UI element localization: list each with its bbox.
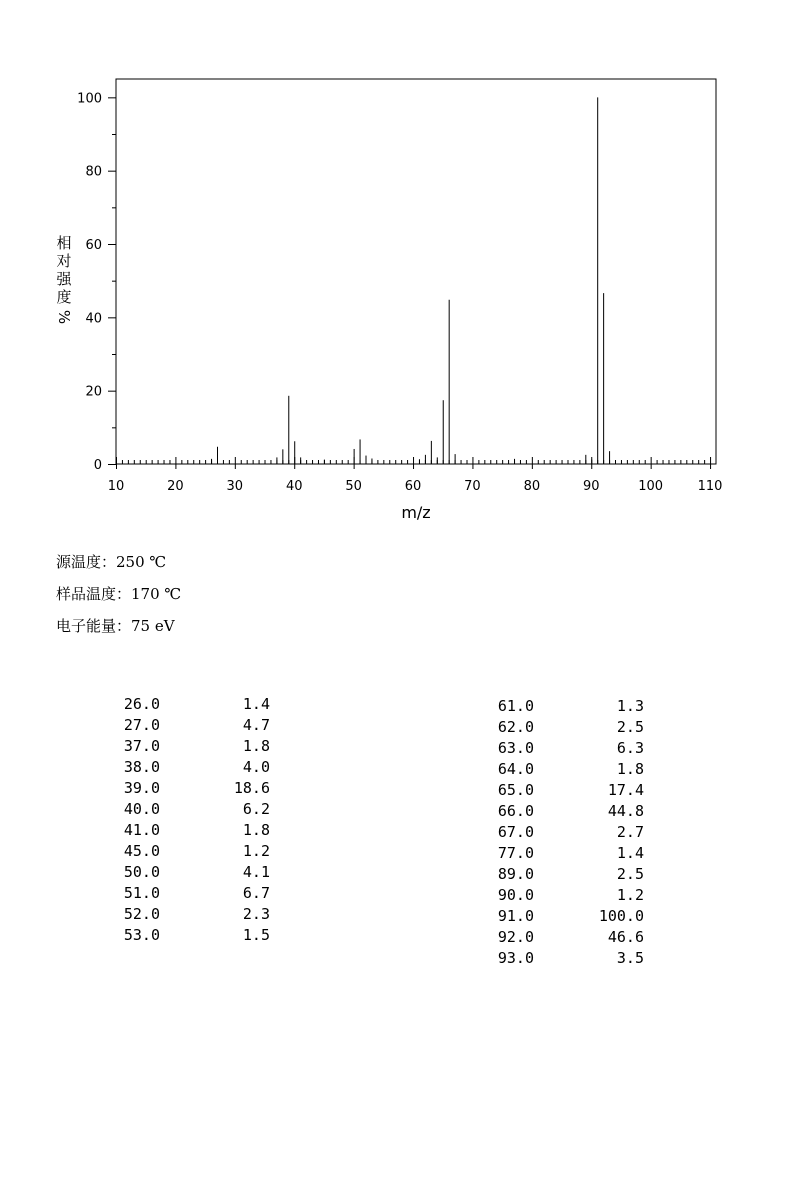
x-tick-label: 110: [697, 479, 723, 494]
abundance-value: 100.0: [598, 907, 644, 925]
mz-value: 52.0: [123, 905, 160, 923]
sample-temperature: 样品温度：170 ℃: [56, 585, 182, 603]
mass-spectrum-chart: [0, 0, 794, 540]
x-tick-label: 60: [404, 479, 422, 494]
abundance-value: 1.2: [616, 886, 644, 904]
abundance-value: 44.8: [607, 802, 644, 820]
abundance-value: 6.7: [242, 884, 270, 902]
mz-value: 89.0: [497, 865, 534, 883]
abundance-value: 3.5: [616, 949, 644, 967]
abundance-value: 6.3: [616, 739, 644, 757]
y-axis-label-char: 度: [56, 288, 72, 306]
mz-value: 62.0: [497, 718, 534, 736]
x-tick-label: 40: [285, 479, 303, 494]
mz-value: 63.0: [497, 739, 534, 757]
mz-value: 67.0: [497, 823, 534, 841]
x-tick-label: 50: [345, 479, 362, 494]
x-tick-label: 90: [582, 479, 600, 494]
y-axis-label-char: %: [55, 309, 73, 325]
y-tick-label: 40: [85, 311, 102, 327]
mz-value: 26.0: [123, 695, 160, 713]
mz-value: 38.0: [123, 758, 160, 776]
abundance-value: 2.7: [616, 823, 644, 841]
abundance-value: 4.7: [242, 716, 270, 734]
mz-value: 50.0: [123, 863, 160, 881]
mz-value: 37.0: [123, 737, 160, 755]
mz-value: 77.0: [497, 844, 534, 862]
y-axis-label-char: 相: [56, 234, 72, 252]
mz-value: 51.0: [123, 884, 160, 902]
source-temperature: 源温度：250 ℃: [56, 553, 167, 571]
mz-value: 39.0: [123, 779, 160, 797]
abundance-value: 4.0: [242, 758, 270, 776]
mz-value: 45.0: [123, 842, 160, 860]
x-tick-label: 70: [464, 479, 481, 494]
mz-value: 93.0: [497, 949, 534, 967]
mz-value: 66.0: [497, 802, 534, 820]
mz-value: 53.0: [123, 926, 160, 944]
y-tick-label: 20: [85, 384, 102, 400]
x-tick-label: 10: [107, 479, 125, 494]
y-axis-label-char: 强: [56, 270, 72, 288]
y-tick-label: 60: [85, 238, 102, 253]
abundance-value: 1.8: [242, 821, 270, 839]
mz-value: 91.0: [497, 907, 534, 925]
y-axis-label-char: 对: [56, 252, 72, 270]
abundance-value: 6.2: [242, 800, 270, 818]
abundance-value: 4.1: [242, 863, 270, 881]
x-axis-ticks: [108, 457, 723, 494]
abundance-value: 1.3: [616, 697, 644, 715]
abundance-value: 1.2: [242, 842, 270, 860]
abundance-value: 46.6: [607, 928, 644, 946]
x-tick-label: 20: [167, 479, 184, 494]
y-axis-ticks: [77, 91, 116, 473]
mz-value: 61.0: [497, 697, 534, 715]
abundance-value: 1.8: [616, 760, 644, 778]
abundance-value: 2.5: [616, 865, 644, 883]
mz-value: 27.0: [123, 716, 160, 734]
mz-value: 64.0: [497, 760, 534, 778]
abundance-value: 1.5: [242, 926, 270, 944]
x-tick-label: 100: [638, 479, 664, 494]
y-tick-label: 100: [77, 91, 102, 107]
mz-value: 92.0: [497, 928, 534, 946]
x-axis-label: m/z: [401, 503, 431, 522]
mz-value: 90.0: [497, 886, 534, 904]
abundance-value: 2.5: [616, 718, 644, 736]
abundance-value: 18.6: [233, 779, 270, 797]
x-tick-label: 30: [226, 479, 244, 494]
abundance-value: 17.4: [607, 781, 644, 799]
abundance-value: 1.4: [616, 844, 644, 862]
electron-energy: 电子能量：75 eV: [56, 617, 175, 635]
abundance-value: 1.8: [242, 737, 270, 755]
abundance-value: 1.4: [242, 695, 270, 713]
x-tick-label: 80: [523, 479, 541, 494]
mz-value: 65.0: [497, 781, 534, 799]
peak-bars: [212, 97, 610, 464]
abundance-value: 2.3: [242, 905, 270, 923]
y-tick-label: 80: [85, 164, 102, 180]
y-tick-label: 0: [93, 458, 102, 473]
mz-value: 41.0: [123, 821, 160, 839]
plot-frame: [116, 79, 716, 464]
mz-value: 40.0: [123, 800, 160, 818]
